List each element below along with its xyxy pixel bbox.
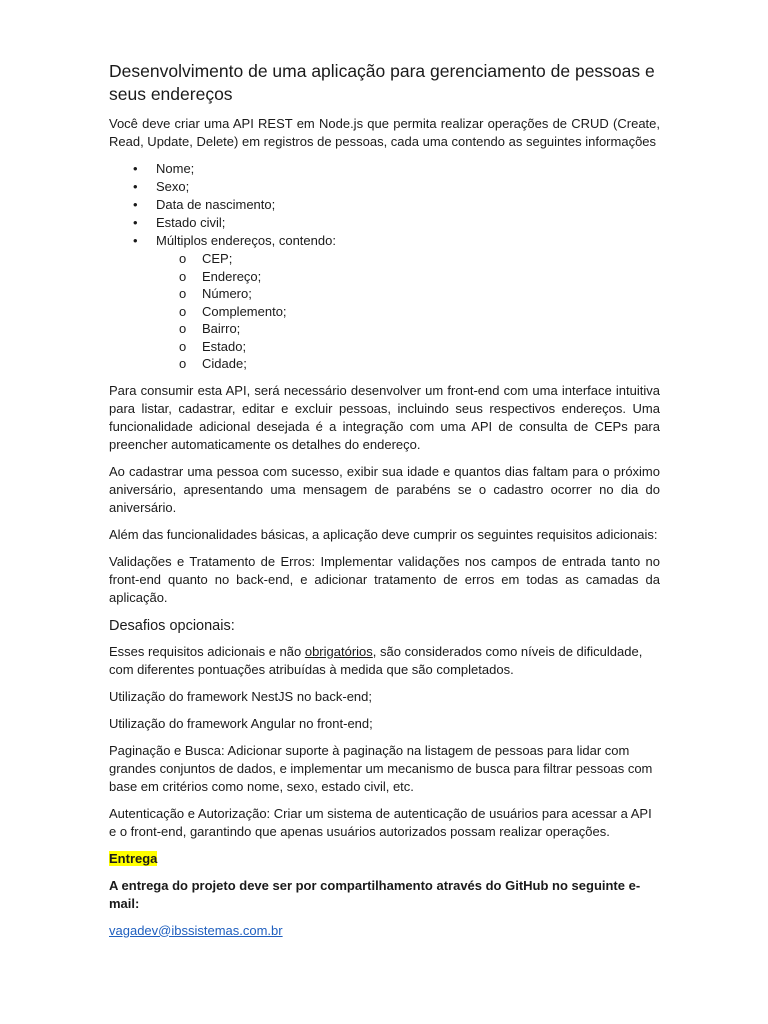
requirements-intro-paragraph: Além das funcionalidades básicas, a aplicação deve cumprir os seguintes requisitos adicionais: — [109, 526, 658, 542]
angular-paragraph: Utilização do framework Angular no front-end; — [109, 715, 373, 731]
circle-bullet-icon: o — [179, 268, 187, 284]
fields-list — [109, 160, 660, 373]
circle-bullet-icon: o — [179, 321, 187, 336]
circle-bullet-icon: o — [179, 251, 187, 266]
address-fields-list — [156, 250, 660, 373]
email-link[interactable]: vagadev@ibssistemas.com.br — [109, 922, 283, 938]
circle-bullet-icon: o — [179, 286, 187, 301]
validations-paragraph: Validações e Tratamento de Erros: Implementar validações nos campos de entrada tanto no front-end quanto no back-end, e adicionar tratamento de erros em todas as camadas da aplicação. — [109, 553, 660, 605]
delivery-paragraph: A entrega do projeto deve ser por compartilhamento através do GitHub no seguinte e-mail: — [109, 877, 641, 911]
underlined-word: obrigatórios — [304, 643, 373, 659]
list-item: • Sexo; — [133, 179, 190, 194]
sub-list-item: o CEP; — [179, 251, 233, 266]
bullet-icon: • — [133, 233, 138, 248]
bullet-icon: • — [133, 215, 138, 230]
pagination-paragraph: Paginação e Busca: Adicionar suporte à paginação na listagem de pessoas para lidar com grandes conjuntos de dados, e implementar um mecanismo de busca para filtrar pessoas com base em critérios como nome, sexo, estado civil, etc. — [109, 742, 653, 794]
list-item: • Nome; — [133, 161, 195, 176]
authentication-paragraph: Autenticação e Autorização: Criar um sistema de autenticação de usuários para acessar a API e o front-end, garantindo que apenas usuários autorizados possam realizar operações. — [109, 805, 652, 839]
frontend-paragraph: Para consumir esta API, será necessário desenvolver um front-end com uma interface intuitiva para listar, cadastrar, editar e excluir pessoas, incluindo seus respectivos endereços. Uma funcionalidade adicional desejada é a integração com uma API de consulta de CEPs para preencher automaticamente os detalhes do endereço. — [109, 382, 660, 452]
delivery-heading — [109, 850, 660, 868]
sub-list-item: o Cidade; — [179, 356, 247, 371]
optional-challenges-heading: Desafios opcionais: — [109, 617, 235, 634]
circle-bullet-icon: o — [179, 338, 187, 354]
email-line — [109, 922, 660, 940]
list-item: • Múltiplos endereços, contendo: o CEP; o Endereço; o Número; o Complemento; o Bairro; o Estado; o Cidade; — [109, 232, 660, 373]
sub-list-item: o Endereço; — [179, 268, 262, 284]
document-title: Desenvolvimento de uma aplicação para gerenciamento de pessoas e seus endereços — [109, 61, 655, 104]
bullet-icon: • — [133, 161, 138, 176]
nestjs-paragraph: Utilização do framework NestJS no back-end; — [109, 688, 373, 704]
sub-list-item: o Número; — [179, 286, 252, 301]
bullet-icon: • — [133, 197, 138, 212]
bullet-icon: • — [133, 179, 138, 194]
highlighted-label: Entrega — [109, 850, 158, 866]
list-item: • Estado civil; — [133, 215, 226, 230]
sub-list-item: o Bairro; — [179, 321, 241, 336]
circle-bullet-icon: o — [179, 356, 187, 371]
sub-list-item: o Complemento; — [179, 303, 287, 319]
sub-list-item: o Estado; — [179, 338, 247, 354]
intro-paragraph: Você deve criar uma API REST em Node.js que permita realizar operações de CRUD (Create, Read, Update, Delete) em registros de pessoas, cada uma contendo as seguintes informações — [109, 116, 660, 149]
optional-challenges-paragraph: Esses requisitos adicionais e não obrigatórios, são considerados como níveis de dificuldade, com diferentes pontuações atribuídas à medida que são completados. — [109, 643, 643, 677]
list-item: • Data de nascimento; — [133, 197, 276, 212]
circle-bullet-icon: o — [179, 303, 187, 319]
cadastro-paragraph: Ao cadastrar uma pessoa com sucesso, exibir sua idade e quantos dias faltam para o próximo aniversário, apresentando uma mensagem de parabéns se o cadastro ocorrer no dia do aniversário. — [109, 463, 660, 515]
